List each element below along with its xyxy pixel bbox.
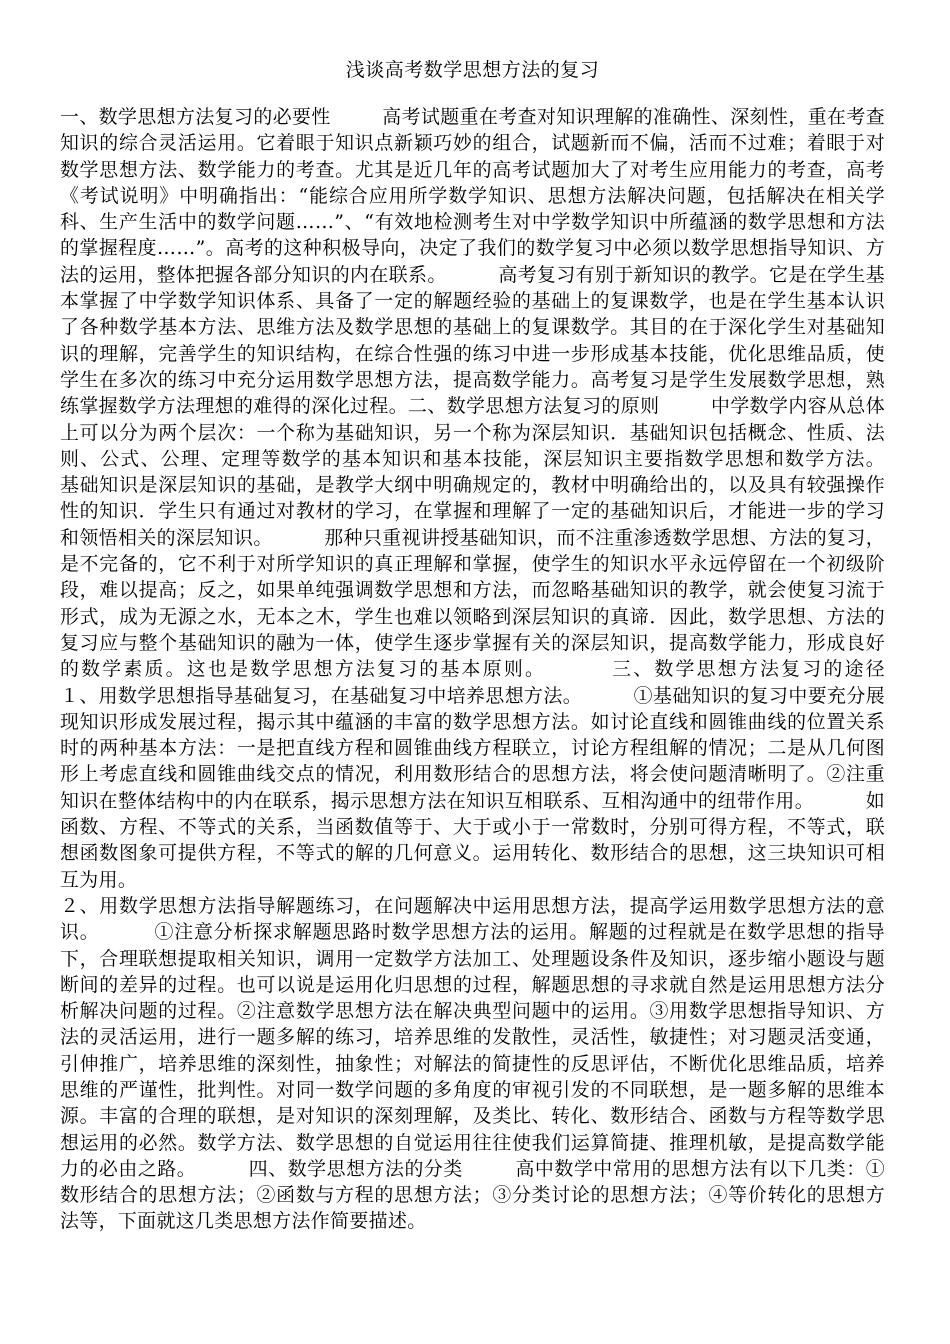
document-page	[60, 58, 885, 1235]
document-body: 一、数学思想方法复习的必要性 高考试题重在考查对知识理解的准确性、深刻性，重在考查知识的综合灵活运用。它着眼于知识点新颖巧妙的组合，试题新而不偏，活而不过难；着眼于对数学思想方法、数学能力的考查。尤其是近几年的高考试题加大了对考生应用能力的考查，高考《考试说明》中明确指出：“能综合应用所学数学知识、思想方法解决问题，包括解决在相关学科、生产生活中的数学问题……”、“有效地检测考生对中学数学知识中所蕴涵的数学思想和方法的掌握程度……”。高考的这种积极导向，决定了我们的数学复习中必须以数学思想指导知识、方法的运用，整体把握各部分知识的内在联系。 高考复习有别于新知识的教学。它是在学生基本掌握了中学数学知识体系、具备了一定的解题经验的基础上的复课数学，也是在学生基本认识了各种数学基本方法、思维方法及数学思想的基础上的复课数学。其目的在于深化学生对基础知识的理解，完善学生的知识结构，在综合性强的练习中进一步形成基本技能，优化思维品质，使学生在多次的练习中充分运用数学思想方法，提高数学能力。高考复习是学生发展数学思想，熟练掌握数学方法理想的难得的深化过程。二、数学思想方法复习的原则 中学数学内容从总体上可以分为两个层次：一个称为基础知识，另一个称为深层知识．基础知识包括概念、性质、法则、公式、公理、定理等数学的基本知识和基本技能，深层知识主要指数学思想和数学方法。 基础知识是深层知识的基础，是教学大纲中明确规定的，教材中明确给出的，以及具有较强操作性的知识．学生只有通过对教材的学习，在掌握和理解了一定的基础知识后，才能进一步的学习和领悟相关的深层知识。 那种只重视讲授基础知识，而不注重渗透数学思想、方法的复习，是不完备的，它不利于对所学知识的真正理解和掌握，使学生的知识水平永远停留在一个初级阶段，难以提高；反之，如果单纯强调数学思想和方法，而忽略基础知识的教学，就会使复习流于形式，成为无源之水，无本之木，学生也难以领略到深层知识的真谛．因此，数学思想、方法的复习应与整个基础知识的融为一体，使学生逐步掌握有关的深层知识，提高数学能力，形成良好的数学素质。这也是数学思想方法复习的基本原则。 三、数学思想方法复习的途径 １、用数学思想指导基础复习，在基础复习中培养思想方法。 ①基础知识的复习中要充分展现知识形成发展过程，揭示其中蕴涵的丰富的数学思想方法。如讨论直线和圆锥曲线的位置关系时的两种基本方法：一是把直线方程和圆锥曲线方程联立，讨论方程组解的情况；二是从几何图形上考虑直线和圆锥曲线交点的情况，利用数形结合的思想方法，将会使问题清晰明了。②注重知识在整体结构中的内在联系，揭示思想方法在知识互相联系、互相沟通中的纽带作用。 如函数、方程、不等式的关系，当函数值等于、大于或小于一常数时，分别可得方程，不等式，联想函数图象可提供方程，不等式的解的几何意义。运用转化、数形结合的思想，这三块知识可相互为用。 ２、用数学思想方法指导解题练习，在问题解决中运用思想方法，提高学运用数学思想方法的意识。 ①注意分析探求解题思路时数学思想方法的运用。解题的过程就是在数学思想的指导下，合理联想提取相关知识，调用一定数学方法加工、处理题设条件及知识，逐步缩小题设与题断间的差异的过程。也可以说是运用化归思想的过程，解题思想的寻求就自然是运用思想方法分析解决问题的过程。②注意数学思想方法在解决典型问题中的运用。③用数学思想指导知识、方法的灵活运用，进行一题多解的练习，培养思维的发散性，灵活性，敏捷性；对习题灵活变通，引伸推广，培养思维的深刻性，抽象性；对解法的简捷性的反思评估，不断优化思维品质，培养思维的严谨性，批判性。对同一数学问题的多角度的审视引发的不同联想，是一题多解的思维本源。丰富的合理的联想，是对知识的深刻理解，及类比、转化、数形结合、函数与方程等数学思想运用的必然。数学方法、数学思想的自觉运用往往使我们运算简捷、推理机敏，是提高数学能力的必由之路。 四、数学思想方法的分类 高中数学中常用的思想方法有以下几类：①数形结合的思想方法；②函数与方程的思想方法；③分类讨论的思想方法；④等价转化的思想方法等，下面就这几类思想方法作简要描述。	[60, 106, 885, 1233]
document-title: 浅谈高考数学思想方法的复习	[345, 59, 600, 81]
